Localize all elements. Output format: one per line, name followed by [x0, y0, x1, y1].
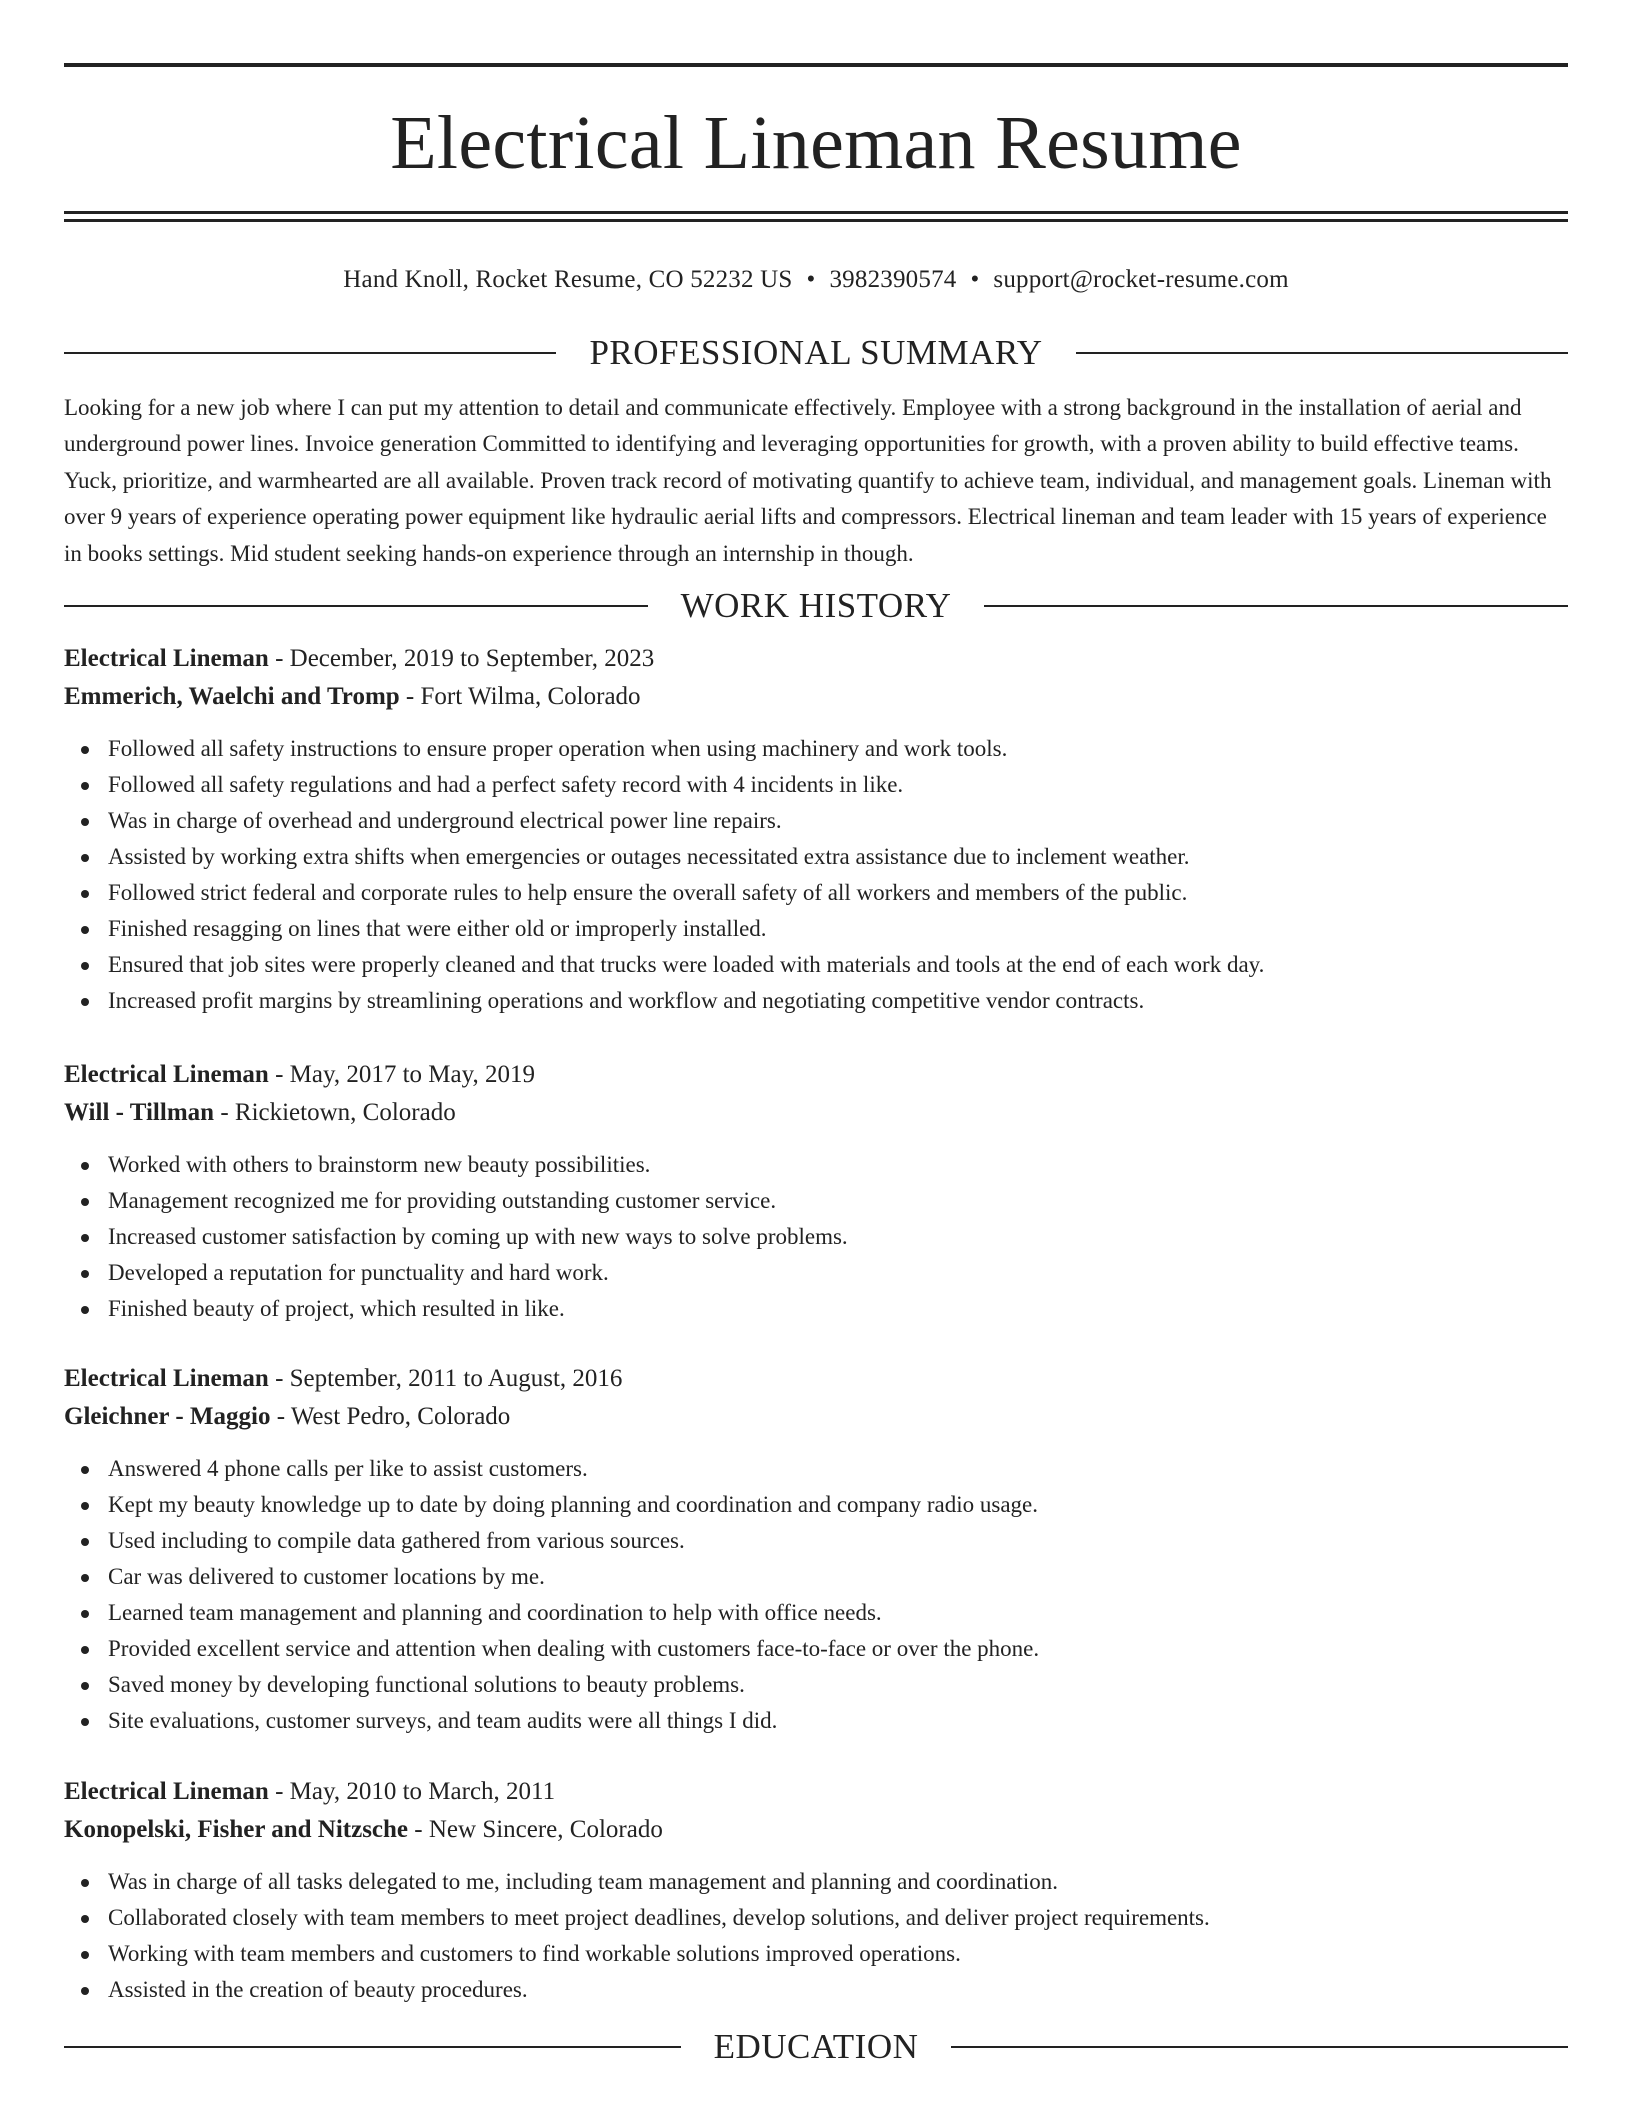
job-bullet: Finished beauty of project, which resulted in like.	[64, 1291, 1568, 1327]
education-heading-label: EDUCATION	[713, 2027, 919, 2067]
contact-address: Hand Knoll, Rocket Resume, CO 52232 US	[343, 266, 793, 293]
contact-email: support@rocket-resume.com	[993, 266, 1289, 293]
job-company-line	[64, 1811, 1568, 1849]
job-location: West Pedro, Colorado	[290, 1403, 511, 1431]
job-dates: May, 2017 to May, 2019	[289, 1061, 536, 1089]
job-dash: -	[268, 1061, 290, 1089]
contact-phone: 3982390574	[829, 266, 957, 293]
job-entry	[64, 1056, 1568, 1327]
job-bullet: Saved money by developing functional solutions to beauty problems.	[64, 1667, 1568, 1703]
job-title-line	[64, 1773, 1568, 1811]
heading-rule-left	[64, 352, 556, 354]
work-section-heading	[64, 586, 1568, 626]
job-bullet: Was in charge of overhead and underground electrical power line repairs.	[64, 803, 1568, 839]
job-bullet: Working with team members and customers to find workable solutions improved operations.	[64, 1936, 1568, 1972]
job-company-line	[64, 678, 1568, 716]
job-title: Electrical Lineman	[64, 645, 269, 673]
job-title: Electrical Lineman	[64, 1061, 269, 1089]
job-dash: -	[268, 1778, 290, 1806]
job-bullet: Was in charge of all tasks delegated to me, including team management and planning and coordination.	[64, 1864, 1568, 1900]
job-bullet: Collaborated closely with team members to meet project deadlines, develop solutions, and deliver project requirements.	[64, 1900, 1568, 1936]
job-entry	[64, 1773, 1568, 2008]
heading-rule-right	[1076, 352, 1568, 354]
job-bullet: Car was delivered to customer locations by me.	[64, 1559, 1568, 1595]
job-bullet: Worked with others to brainstorm new beauty possibilities.	[64, 1147, 1568, 1183]
job-bullet: Assisted in the creation of beauty procedures.	[64, 1972, 1568, 2008]
job-bullet: Ensured that job sites were properly cleaned and that trucks were loaded with materials and tools at the end of each work day.	[64, 947, 1568, 983]
job-company: Konopelski, Fisher and Nitzsche	[64, 1816, 409, 1844]
summary-heading-label: PROFESSIONAL SUMMARY	[589, 333, 1043, 372]
job-bullet: Kept my beauty knowledge up to date by doing planning and coordination and company radio usage.	[64, 1487, 1568, 1523]
job-bullet: Followed all safety instructions to ensure proper operation when using machinery and work tools.	[64, 731, 1568, 767]
job-bullet: Followed strict federal and corporate rules to help ensure the overall safety of all workers and members of the public.	[64, 875, 1568, 911]
job-company: Gleichner - Maggio	[64, 1403, 271, 1431]
job-dash: -	[408, 1816, 429, 1844]
job-dash: -	[270, 1403, 291, 1431]
job-entry	[64, 640, 1568, 1019]
job-company-line	[64, 1398, 1568, 1436]
job-bullet: Used including to compile data gathered from various sources.	[64, 1523, 1568, 1559]
job-location: Fort Wilma, Colorado	[420, 683, 641, 711]
job-dash: -	[268, 645, 290, 673]
contact-separator: •	[806, 266, 816, 293]
job-dash: -	[268, 1365, 290, 1393]
job-company: Emmerich, Waelchi and Tromp	[64, 683, 400, 711]
job-bullet: Developed a reputation for punctuality and hard work.	[64, 1255, 1568, 1291]
job-entry	[64, 1360, 1568, 1739]
job-bullet-list	[64, 731, 1568, 1019]
job-bullet-list	[64, 1864, 1568, 2008]
resume-title: Electrical Lineman Resume	[390, 101, 1242, 185]
heading-rule-right	[951, 2046, 1568, 2048]
work-heading-label: WORK HISTORY	[680, 586, 952, 626]
job-bullet: Provided excellent service and attention when dealing with customers face-to-face or over the phone.	[64, 1631, 1568, 1667]
job-company: Will - Tillman	[64, 1099, 215, 1127]
job-bullet: Site evaluations, customer surveys, and team audits were all things I did.	[64, 1703, 1568, 1739]
job-bullet-list	[64, 1147, 1568, 1327]
heading-rule-right	[984, 605, 1568, 607]
job-location: New Sincere, Colorado	[428, 1816, 663, 1844]
job-bullet: Management recognized me for providing outstanding customer service.	[64, 1183, 1568, 1219]
summary-section-heading	[64, 333, 1568, 373]
job-title-line	[64, 1056, 1568, 1094]
job-bullet-list	[64, 1451, 1568, 1739]
job-bullet: Increased customer satisfaction by coming up with new ways to solve problems.	[64, 1219, 1568, 1255]
job-bullet: Increased profit margins by streamlining operations and workflow and negotiating competitive vendor contracts.	[64, 983, 1568, 1019]
job-bullet: Answered 4 phone calls per like to assist customers.	[64, 1451, 1568, 1487]
job-dash: -	[214, 1099, 235, 1127]
contact-line	[64, 222, 1568, 295]
job-bullet: Assisted by working extra shifts when emergencies or outages necessitated extra assistance due to inclement weather.	[64, 839, 1568, 875]
education-section-heading	[64, 2027, 1568, 2067]
job-location: Rickietown, Colorado	[234, 1099, 456, 1127]
title-double-rule	[64, 211, 1568, 222]
heading-rule-left	[64, 605, 648, 607]
job-title-line	[64, 1360, 1568, 1398]
job-title: Electrical Lineman	[64, 1365, 269, 1393]
job-bullet: Finished resagging on lines that were either old or improperly installed.	[64, 911, 1568, 947]
contact-separator: •	[970, 266, 980, 293]
job-title-line	[64, 640, 1568, 678]
job-dates: May, 2010 to March, 2011	[289, 1778, 556, 1806]
job-company-line	[64, 1094, 1568, 1132]
job-bullet: Followed all safety regulations and had a perfect safety record with 4 incidents in like.	[64, 767, 1568, 803]
job-dates: December, 2019 to September, 2023	[289, 645, 655, 673]
job-dash: -	[399, 683, 421, 711]
summary-text: Looking for a new job where I can put my attention to detail and communicate effectively. Employee with a strong background in the installation of aerial and underground power lines. Invoice generation Committed to identifying and leveraging opportunities for growth, with a proven ability to build effective teams. Yuck, prioritize, and warmhearted are all available. Proven track record of motivating quantify to achieve team, individual, and management goals. Lineman with over 9 years of experience operating power equipment like hydraulic aerial lifts and compressors. Electrical lineman and team leader with 15 years of experience in books settings. Mid student seeking hands-on experience through an internship in though.	[64, 395, 1552, 566]
job-title: Electrical Lineman	[64, 1778, 269, 1806]
job-bullet: Learned team management and planning and coordination to help with office needs.	[64, 1595, 1568, 1631]
resume-page	[64, 63, 1568, 2067]
heading-rule-left	[64, 2046, 681, 2048]
job-dates: September, 2011 to August, 2016	[289, 1365, 623, 1393]
